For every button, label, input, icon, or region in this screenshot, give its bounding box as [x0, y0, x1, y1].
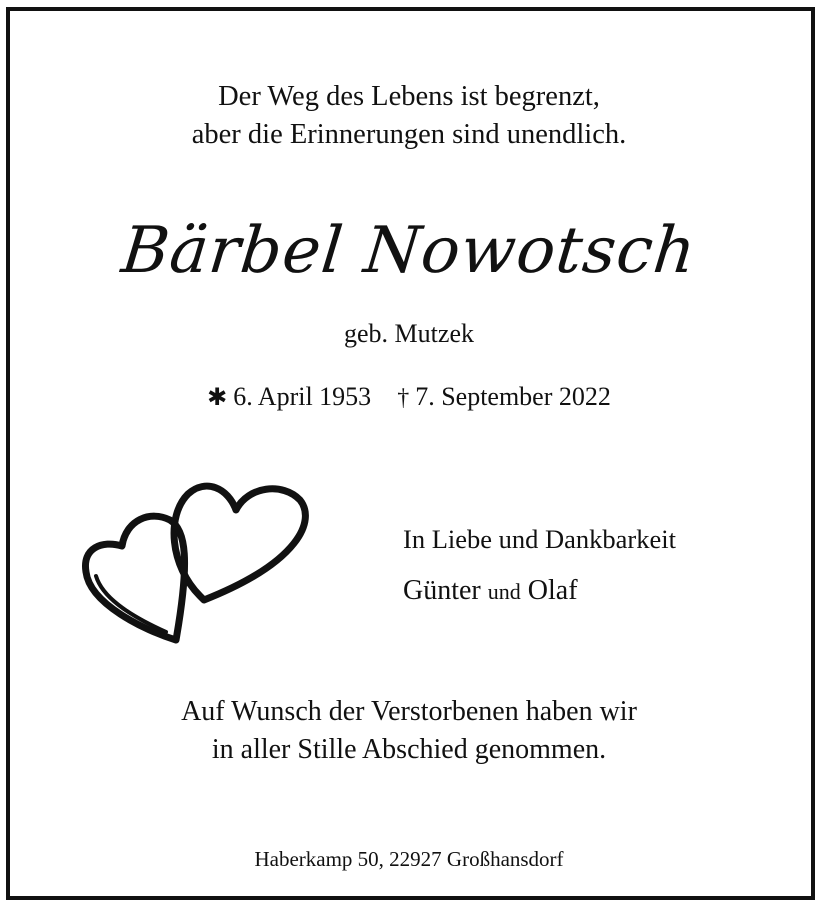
quote-line-1: Der Weg des Lebens ist begrenzt,	[218, 81, 600, 112]
private-farewell-notice	[0, 693, 818, 769]
death-date: 7. September 2022	[415, 382, 611, 411]
notice-line-2: in aller Stille Abschied genommen.	[211, 734, 607, 765]
intertwined-hearts-icon	[78, 476, 314, 648]
opening-quote	[0, 78, 818, 154]
notice-line-1: Auf Wunsch der Verstorbenen haben wir	[181, 696, 637, 727]
life-dates	[0, 380, 818, 415]
death-cross-icon: †	[397, 385, 410, 411]
birth-star-icon: ✱	[207, 385, 228, 411]
right-heart-shape	[174, 486, 305, 600]
mourner-name-1: Günter	[403, 575, 481, 606]
deceased-name: Bärbel Nowotsch	[118, 214, 700, 288]
address: Haberkamp 50, 22927 Großhansdorf	[254, 847, 564, 871]
signoff-block	[403, 522, 676, 609]
quote-line-2: aber die Erinnerungen sind unendlich.	[191, 119, 627, 150]
signoff-names	[403, 574, 676, 609]
mourner-name-2: Olaf	[527, 575, 578, 606]
signoff-line: In Liebe und Dankbarkeit	[403, 524, 676, 554]
names-connector: und	[487, 579, 521, 604]
birth-date: 6. April 1953	[233, 382, 372, 411]
birth-name: geb. Mutzek	[344, 319, 474, 348]
left-heart-shape	[85, 516, 184, 640]
